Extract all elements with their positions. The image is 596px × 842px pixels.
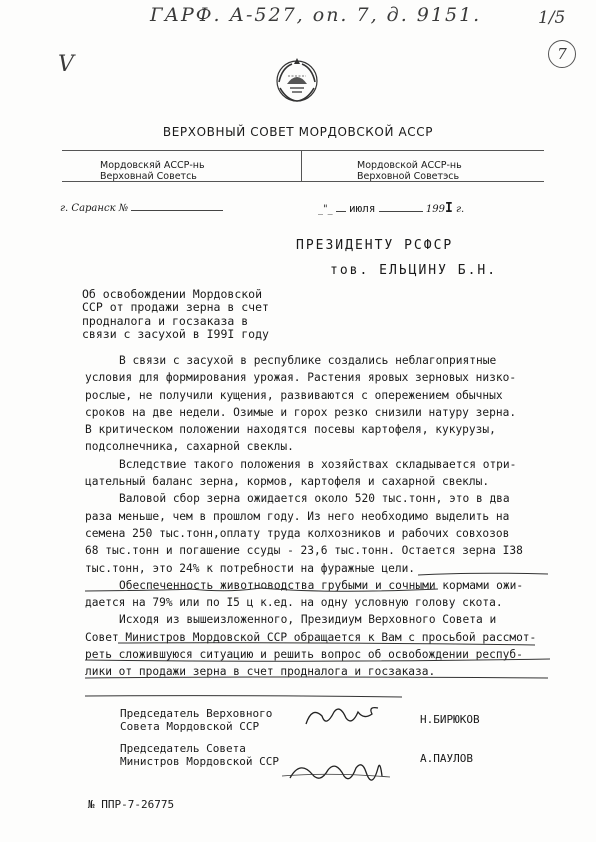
date-year-prefix: 199 — [425, 204, 445, 215]
sheet-number-stamp: 7 — [548, 40, 576, 68]
signatory-2-title-line2: Министров Мордовской ССР — [120, 754, 279, 768]
city-number-line — [60, 201, 223, 214]
body-line: лики от продажи зерна в счет продналога и госзаказа. — [85, 665, 436, 679]
body-line: тыс.тонн, это 24% к потребности на фуражные цели. — [85, 561, 416, 575]
paragraph — [85, 352, 550, 456]
date-blank — [336, 202, 346, 212]
paragraph — [85, 611, 550, 680]
addressee-line2: тов. ЕЛЬЦИНУ Б.Н. — [330, 263, 498, 278]
body-line: дается на 79% или по I5 ц к.ед. на одну условную голову скота. — [85, 596, 503, 610]
signature-2-stroke — [282, 774, 390, 777]
body-line: Совет Министров Мордовской ССР обращается к Вам с просьбой рассмот- — [85, 630, 537, 644]
header-left-line2: Верховнай Советсь — [100, 171, 197, 182]
subject-line: ССР от продажи зерна в счет — [82, 300, 269, 315]
date-year-handwritten: I — [444, 201, 453, 216]
body-line: Обеспеченность животноводства грубыми и сочными кормами ожи- — [119, 578, 524, 592]
month-blank — [379, 202, 423, 212]
signatory-1-name: Н.БИРЮКОВ — [420, 713, 480, 726]
body-line: реть сложившуюся ситуацию и решить вопрос об освобождении респуб- — [85, 648, 523, 662]
letter-body — [85, 352, 550, 681]
subject-line: связи с засухой в I99I году — [82, 327, 269, 342]
body-line: сроков на две недели. Озимые и горох резко снизили натуру зерна. — [85, 405, 517, 419]
subject-line: Об освобождении Мордовской — [82, 287, 263, 301]
body-line: раза меньше, чем в прошлом году. Из него необходимо выделить на — [85, 509, 510, 523]
registration-number: № ППР-7-26775 — [88, 798, 175, 811]
signatory-2-title — [120, 743, 279, 768]
signature-1-icon — [306, 708, 378, 724]
subject-line: продналога и госзаказа в — [82, 313, 249, 328]
organization-title: ВЕРХОВНЫЙ СОВЕТ МОРДОВСКОЙ АССР — [162, 125, 434, 139]
header-top-rule — [62, 150, 544, 151]
folio-handwritten-mark: 1/5 — [538, 8, 566, 28]
body-line: В критическом положении находятся посевы картофеля, кукурузы, — [85, 423, 496, 437]
header-left-line1: Мордовскяй АССР-нь — [100, 160, 205, 171]
body-line: 68 тыс.тонн и погашение ссуды - 23,6 тыс.тонн. Остается зерна I38 — [85, 544, 523, 558]
header-right-line2: Верховной Советэсь — [357, 171, 460, 182]
body-line: цательный баланс зерна, кормов, картофеля и сахарной свеклы. — [85, 475, 490, 489]
date-month: июля — [348, 202, 376, 215]
underline-mark — [85, 696, 402, 697]
body-line: Вследствие такого положения в хозяйствах складывается отри- — [119, 457, 517, 471]
v-handwritten-mark: V — [58, 52, 74, 77]
signatory-1-title-line2: Совета Мордовской ССР — [120, 719, 260, 733]
number-blank — [131, 201, 223, 211]
paragraph — [85, 490, 550, 576]
body-line: Валовой сбор зерна ожидается около 520 тыс.тонн, это в два — [119, 492, 510, 506]
body-line: В связи с засухой в республике создались неблагоприятные — [119, 354, 497, 367]
paragraph — [85, 577, 550, 612]
header-left-block — [100, 160, 205, 182]
body-line: подсолнечника, сахарной свеклы. — [85, 440, 294, 454]
city-label: г. Саранск № — [60, 203, 129, 214]
header-right-block — [357, 160, 462, 182]
header-divider — [301, 150, 302, 181]
date-quote: _"_ — [318, 204, 333, 215]
body-line: рослые, не получили кущения, развиваются с опережением обычных — [85, 388, 503, 402]
signature-2-icon — [290, 765, 382, 780]
header-right-line1: Мордовской АССР-нь — [357, 160, 462, 171]
paragraph — [85, 456, 550, 491]
archive-handwritten-mark: ГАРФ. А-527, оп. 7, д. 9151. — [150, 4, 482, 26]
date-suffix: г. — [455, 204, 465, 215]
body-line: Исходя из вышеизложенного, Президиум Верховного Совета и — [119, 613, 497, 627]
subject-block — [82, 288, 269, 342]
body-line: семена 250 тыс.тонн,оплату труда колхозников и рабочих совхозов — [85, 526, 510, 540]
body-line: условия для формирования урожая. Растения яровых зерновых низко- — [85, 371, 517, 385]
signatory-2-name: А.ПАУЛОВ — [420, 752, 473, 765]
signatory-1-title-line1: Председатель Верховного — [120, 707, 273, 720]
signatory-1-title — [120, 708, 272, 733]
signatory-2-title-line1: Председатель Совета — [120, 742, 246, 755]
addressee-line1: ПРЕЗИДЕНТУ РСФСР — [296, 238, 454, 253]
date-line — [318, 201, 464, 216]
state-emblem-icon — [270, 52, 324, 106]
